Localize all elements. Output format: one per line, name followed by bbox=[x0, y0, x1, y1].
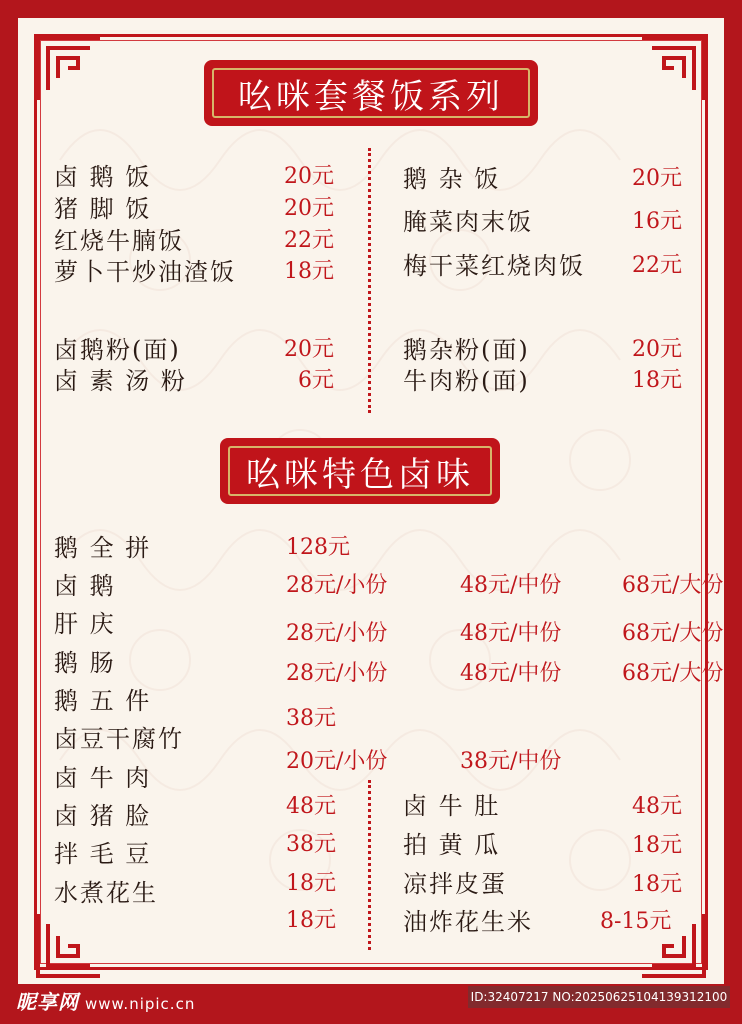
menu-item-name: 鹅 杂 饭 bbox=[403, 165, 501, 193]
menu-item-price: 22元 bbox=[632, 253, 682, 278]
menu-item-name: 凉拌皮蛋 bbox=[403, 870, 507, 898]
menu-item-name: 腌菜肉末饭 bbox=[403, 208, 533, 236]
menu-item-price: 48元/中份 bbox=[460, 573, 562, 598]
watermark-url: www.nipic.cn bbox=[85, 995, 196, 1013]
watermark-logo bbox=[16, 986, 195, 1015]
menu-item-price: 18元 bbox=[632, 368, 682, 393]
menu-item-price: 20元 bbox=[632, 337, 682, 362]
menu-item-name: 梅干菜红烧肉饭 bbox=[403, 252, 585, 280]
menu-item-name: 卤豆干腐竹 bbox=[54, 725, 184, 753]
menu-item-price: 22元 bbox=[284, 228, 334, 253]
menu-item-name: 卤 鹅 饭 bbox=[54, 163, 152, 191]
menu-item-price: 68元/大份 bbox=[622, 573, 724, 598]
menu-item-price: 28元/小份 bbox=[286, 661, 388, 686]
menu-item-name: 拍 黄 瓜 bbox=[403, 831, 501, 859]
menu-item-price: 38元 bbox=[286, 832, 336, 857]
menu-item-name: 卤鹅粉(面) bbox=[54, 336, 181, 364]
corner-ornament-bottom-left bbox=[34, 910, 104, 980]
column-divider bbox=[368, 780, 371, 950]
menu-item-price: 68元/大份 bbox=[622, 661, 724, 686]
menu-item-price: 18元 bbox=[284, 259, 334, 284]
menu-item-price: 18元 bbox=[286, 908, 336, 933]
menu-item-price: 38元/中份 bbox=[460, 749, 562, 774]
menu-item-price: 20元 bbox=[284, 196, 334, 221]
corner-ornament-top-left bbox=[34, 34, 104, 104]
menu-item-name: 鹅 五 件 bbox=[54, 687, 152, 715]
set-meal-title: 吆咪套餐饭系列 bbox=[238, 76, 504, 117]
menu-item-name: 萝卜干炒油渣饭 bbox=[54, 258, 236, 286]
braised-title: 吆咪特色卤味 bbox=[246, 454, 474, 495]
menu-item-name: 肝 庆 bbox=[54, 610, 116, 638]
menu-item-name: 鹅 全 拼 bbox=[54, 534, 152, 562]
menu-item-price: 18元 bbox=[632, 833, 682, 858]
menu-item-name: 拌 毛 豆 bbox=[54, 840, 152, 868]
menu-item-price: 8-15元 bbox=[600, 909, 672, 934]
menu-item-price: 18元 bbox=[632, 872, 682, 897]
menu-item-price: 16元 bbox=[632, 209, 682, 234]
menu-item-name: 红烧牛腩饭 bbox=[54, 227, 184, 255]
braised-banner bbox=[222, 440, 498, 502]
menu-item-price: 20元/小份 bbox=[286, 749, 388, 774]
menu-item-name: 牛肉粉(面) bbox=[403, 367, 530, 395]
menu-item-name: 卤 素 汤 粉 bbox=[54, 367, 187, 395]
menu-item-price: 48元 bbox=[632, 794, 682, 819]
menu-item-price: 48元/中份 bbox=[460, 621, 562, 646]
menu-item-name: 卤 牛 肉 bbox=[54, 764, 152, 792]
menu-item-name: 油炸花生米 bbox=[403, 908, 533, 936]
set-meal-banner bbox=[206, 62, 536, 124]
menu-item-name: 卤 牛 肚 bbox=[403, 792, 501, 820]
menu-item-price: 68元/大份 bbox=[622, 621, 724, 646]
menu-item-price: 48元 bbox=[286, 794, 336, 819]
menu-item-price: 20元 bbox=[284, 337, 334, 362]
menu-item-name: 鹅杂粉(面) bbox=[403, 336, 530, 364]
menu-item-price: 6元 bbox=[298, 368, 334, 393]
column-divider bbox=[368, 148, 371, 413]
menu-item-price: 38元 bbox=[286, 706, 336, 731]
menu-item-price: 28元/小份 bbox=[286, 621, 388, 646]
menu-item-price: 20元 bbox=[284, 164, 334, 189]
menu-item-name: 卤 猪 脸 bbox=[54, 802, 152, 830]
menu-item-price: 128元 bbox=[286, 535, 350, 560]
menu-item-price: 18元 bbox=[286, 871, 336, 896]
menu-item-name: 鹅 肠 bbox=[54, 649, 116, 677]
watermark-brand: 昵享网 bbox=[16, 990, 79, 1014]
corner-ornament-top-right bbox=[638, 34, 708, 104]
menu-item-price: 28元/小份 bbox=[286, 573, 388, 598]
menu-item-name: 猪 脚 饭 bbox=[54, 195, 152, 223]
menu-item-price: 20元 bbox=[632, 166, 682, 191]
menu-item-name: 水煮花生 bbox=[54, 879, 158, 907]
menu-item-price: 48元/中份 bbox=[460, 661, 562, 686]
menu-item-name: 卤 鹅 bbox=[54, 572, 116, 600]
watermark-id: ID:32407217 NO:20250625104139312100 bbox=[468, 986, 730, 1008]
